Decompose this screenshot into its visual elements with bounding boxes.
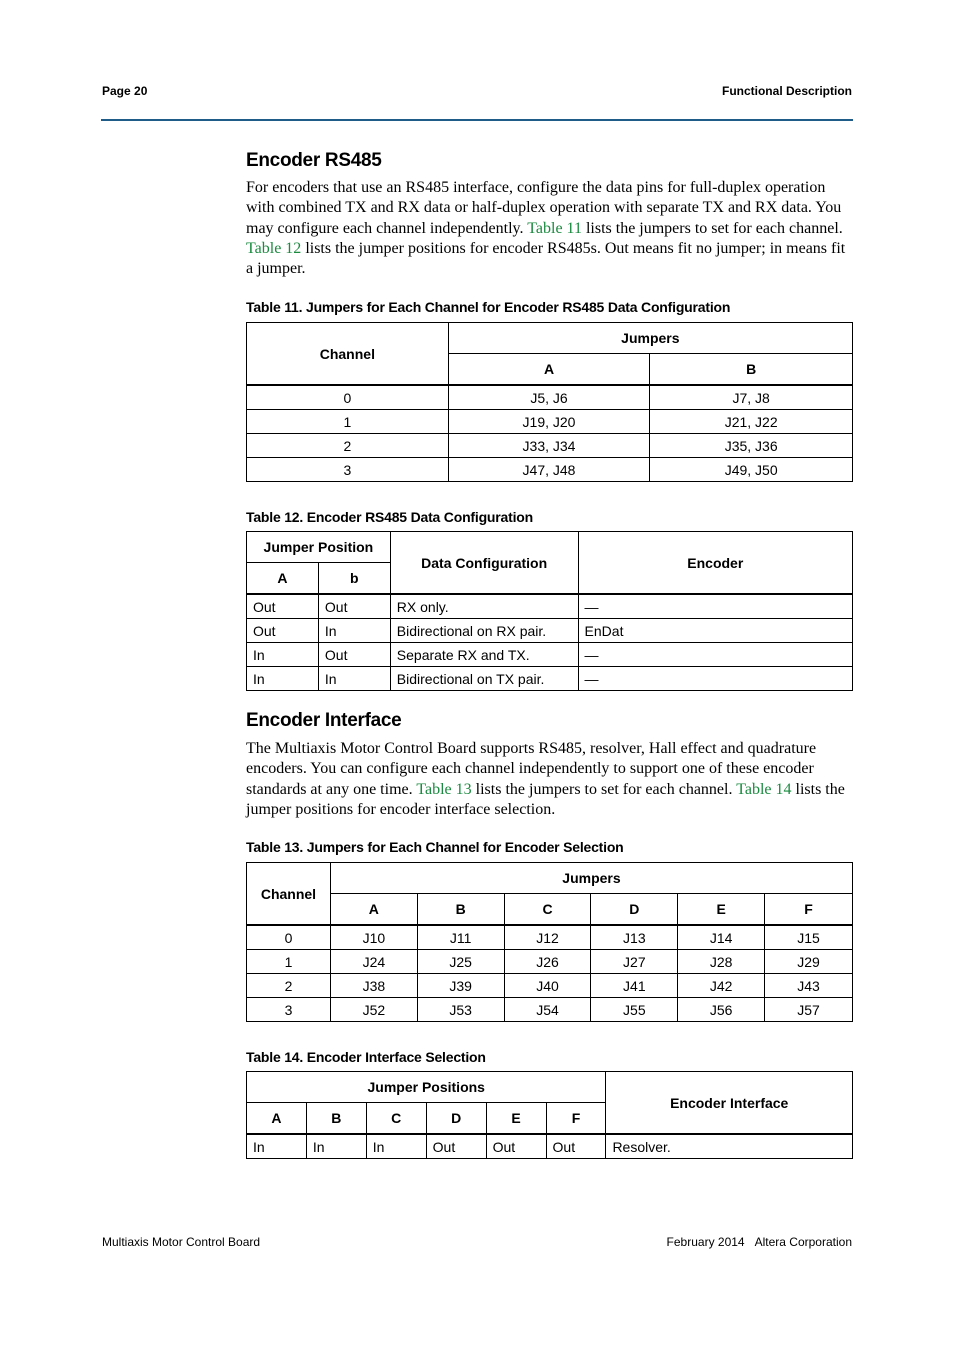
table-cell: J24 xyxy=(330,950,417,974)
table-cell: Bidirectional on TX pair. xyxy=(390,667,578,691)
table-13 xyxy=(246,862,853,1022)
t11-header-a: A xyxy=(448,354,650,386)
table-cell: In xyxy=(318,667,390,691)
table-row xyxy=(247,410,853,434)
table-cell: Out xyxy=(247,619,319,643)
table-cell: J12 xyxy=(504,925,591,950)
column-header: C xyxy=(366,1103,426,1135)
t11-header-jumpers: Jumpers xyxy=(448,323,852,354)
link-table-13[interactable]: Table 13 xyxy=(416,780,472,798)
column-header: A xyxy=(330,894,417,926)
table-cell: J39 xyxy=(417,974,504,998)
table-cell: J26 xyxy=(504,950,591,974)
table-row xyxy=(247,619,853,643)
table-cell: Out xyxy=(247,594,319,619)
column-header: A xyxy=(247,1103,307,1135)
table-cell: J5, J6 xyxy=(448,385,650,410)
column-header: E xyxy=(678,894,765,926)
table-cell: J14 xyxy=(678,925,765,950)
interface-paragraph: The Multiaxis Motor Control Board supports RS485, resolver, Hall effect and quadrature encoders. You can configure each channel independently to support one of these encoder standards at any one time. Table 13 lists the jumpers to set for each channel. Table 14 lists the jumper positions for encoder interface selection. xyxy=(246,740,845,818)
table-cell: 2 xyxy=(247,434,449,458)
table-cell: 0 xyxy=(247,385,449,410)
table-cell: J47, J48 xyxy=(448,458,650,482)
table-cell: J57 xyxy=(765,998,853,1022)
rs485-paragraph: For encoders that use an RS485 interface, configure the data pins for full-duplex operation with combined TX and RX data or half-duplex operation with separate TX and RX data. You may configure each channel independently. Table 11 lists the jumpers to set for each channel. Table 12 lists the jumper positions for encoder RS485s. Out means fit no jumper; in means fit a jumper. xyxy=(246,179,846,278)
table-cell: EnDat xyxy=(578,619,852,643)
t12-header-data-configuration: Data Configuration xyxy=(390,532,578,595)
t12-header-b: b xyxy=(318,563,390,595)
table-cell: J56 xyxy=(678,998,765,1022)
table-row xyxy=(247,434,853,458)
table-cell: 0 xyxy=(247,925,331,950)
t13-header-jumpers: Jumpers xyxy=(330,863,852,894)
table-cell: J35, J36 xyxy=(650,434,853,458)
table-cell: J25 xyxy=(417,950,504,974)
table-cell: 1 xyxy=(247,410,449,434)
table-row xyxy=(247,385,853,410)
table-cell: J29 xyxy=(765,950,853,974)
column-header: C xyxy=(504,894,591,926)
table-row xyxy=(247,643,853,667)
table-row xyxy=(247,667,853,691)
table-cell: J52 xyxy=(330,998,417,1022)
t14-header-jumper-positions: Jumper Positions xyxy=(247,1072,606,1103)
t11-header-channel: Channel xyxy=(247,323,449,386)
table-cell: J21, J22 xyxy=(650,410,853,434)
table-cell: Bidirectional on RX pair. xyxy=(390,619,578,643)
table-11 xyxy=(246,322,853,482)
page-number: Page 20 xyxy=(102,84,148,98)
table-cell: In xyxy=(306,1134,366,1159)
t12-header-jumper-position: Jumper Position xyxy=(247,532,391,563)
footer-date-company: February 2014 Altera Corporation xyxy=(666,1235,852,1249)
table-14 xyxy=(246,1071,853,1159)
table-cell: 1 xyxy=(247,950,331,974)
table-cell: J19, J20 xyxy=(448,410,650,434)
table-cell: — xyxy=(578,594,852,619)
column-header: F xyxy=(765,894,853,926)
table-cell: In xyxy=(247,667,319,691)
table-14-caption: Table 14. Encoder Interface Selection xyxy=(246,1049,486,1065)
table-cell: In xyxy=(247,643,319,667)
column-header: F xyxy=(546,1103,606,1135)
table-cell: Out xyxy=(546,1134,606,1159)
section-title: Functional Description xyxy=(721,84,852,98)
table-row xyxy=(247,458,853,482)
column-header: D xyxy=(426,1103,486,1135)
table-cell: 3 xyxy=(247,998,331,1022)
link-table-12[interactable]: Table 12 xyxy=(246,239,302,257)
heading-encoder-rs485: Encoder RS485 xyxy=(246,150,382,171)
table-cell: J11 xyxy=(417,925,504,950)
table-cell: Out xyxy=(486,1134,546,1159)
table-cell: — xyxy=(578,667,852,691)
table-cell: J27 xyxy=(591,950,678,974)
table-cell: J15 xyxy=(765,925,853,950)
table-row xyxy=(247,998,853,1022)
table-row xyxy=(247,925,853,950)
table-row xyxy=(247,594,853,619)
column-header: E xyxy=(486,1103,546,1135)
t12-header-encoder: Encoder xyxy=(578,532,852,595)
table-header-row xyxy=(247,894,853,926)
table-row xyxy=(247,1134,853,1159)
table-cell: In xyxy=(366,1134,426,1159)
table-cell: J53 xyxy=(417,998,504,1022)
table-cell: Resolver. xyxy=(606,1134,853,1159)
table-12-caption: Table 12. Encoder RS485 Data Configuration xyxy=(246,509,533,525)
column-header: B xyxy=(417,894,504,926)
table-cell: J43 xyxy=(765,974,853,998)
table-cell: J33, J34 xyxy=(448,434,650,458)
table-11-caption: Table 11. Jumpers for Each Channel for Encoder RS485 Data Configuration xyxy=(246,299,731,315)
table-cell: J55 xyxy=(591,998,678,1022)
table-cell: J38 xyxy=(330,974,417,998)
table-cell: J7, J8 xyxy=(650,385,853,410)
link-table-14[interactable]: Table 14 xyxy=(736,780,792,798)
table-cell: Out xyxy=(426,1134,486,1159)
table-cell: 2 xyxy=(247,974,331,998)
table-row xyxy=(247,974,853,998)
table-12 xyxy=(246,531,853,691)
table-cell: — xyxy=(578,643,852,667)
column-header: B xyxy=(306,1103,366,1135)
table-cell: Out xyxy=(318,643,390,667)
table-cell: Separate RX and TX. xyxy=(390,643,578,667)
t12-header-a: A xyxy=(247,563,319,595)
table-cell: Out xyxy=(318,594,390,619)
table-cell: J49, J50 xyxy=(650,458,853,482)
table-cell: J10 xyxy=(330,925,417,950)
t13-header-channel: Channel xyxy=(247,863,331,926)
header-rule xyxy=(101,119,853,121)
table-cell: J42 xyxy=(678,974,765,998)
link-table-11[interactable]: Table 11 xyxy=(527,219,582,237)
table-cell: J13 xyxy=(591,925,678,950)
table-cell: J40 xyxy=(504,974,591,998)
table-row xyxy=(247,950,853,974)
column-header: D xyxy=(591,894,678,926)
footer-document-title: Multiaxis Motor Control Board xyxy=(102,1235,261,1249)
heading-encoder-interface: Encoder Interface xyxy=(246,710,402,731)
table-cell: J28 xyxy=(678,950,765,974)
table-cell: J41 xyxy=(591,974,678,998)
table-13-caption: Table 13. Jumpers for Each Channel for Encoder Selection xyxy=(246,839,624,855)
t14-header-encoder-interface: Encoder Interface xyxy=(606,1072,853,1135)
table-cell: In xyxy=(247,1134,307,1159)
table-cell: J54 xyxy=(504,998,591,1022)
table-cell: In xyxy=(318,619,390,643)
t11-header-b: B xyxy=(650,354,853,386)
table-cell: 3 xyxy=(247,458,449,482)
table-cell: RX only. xyxy=(390,594,578,619)
